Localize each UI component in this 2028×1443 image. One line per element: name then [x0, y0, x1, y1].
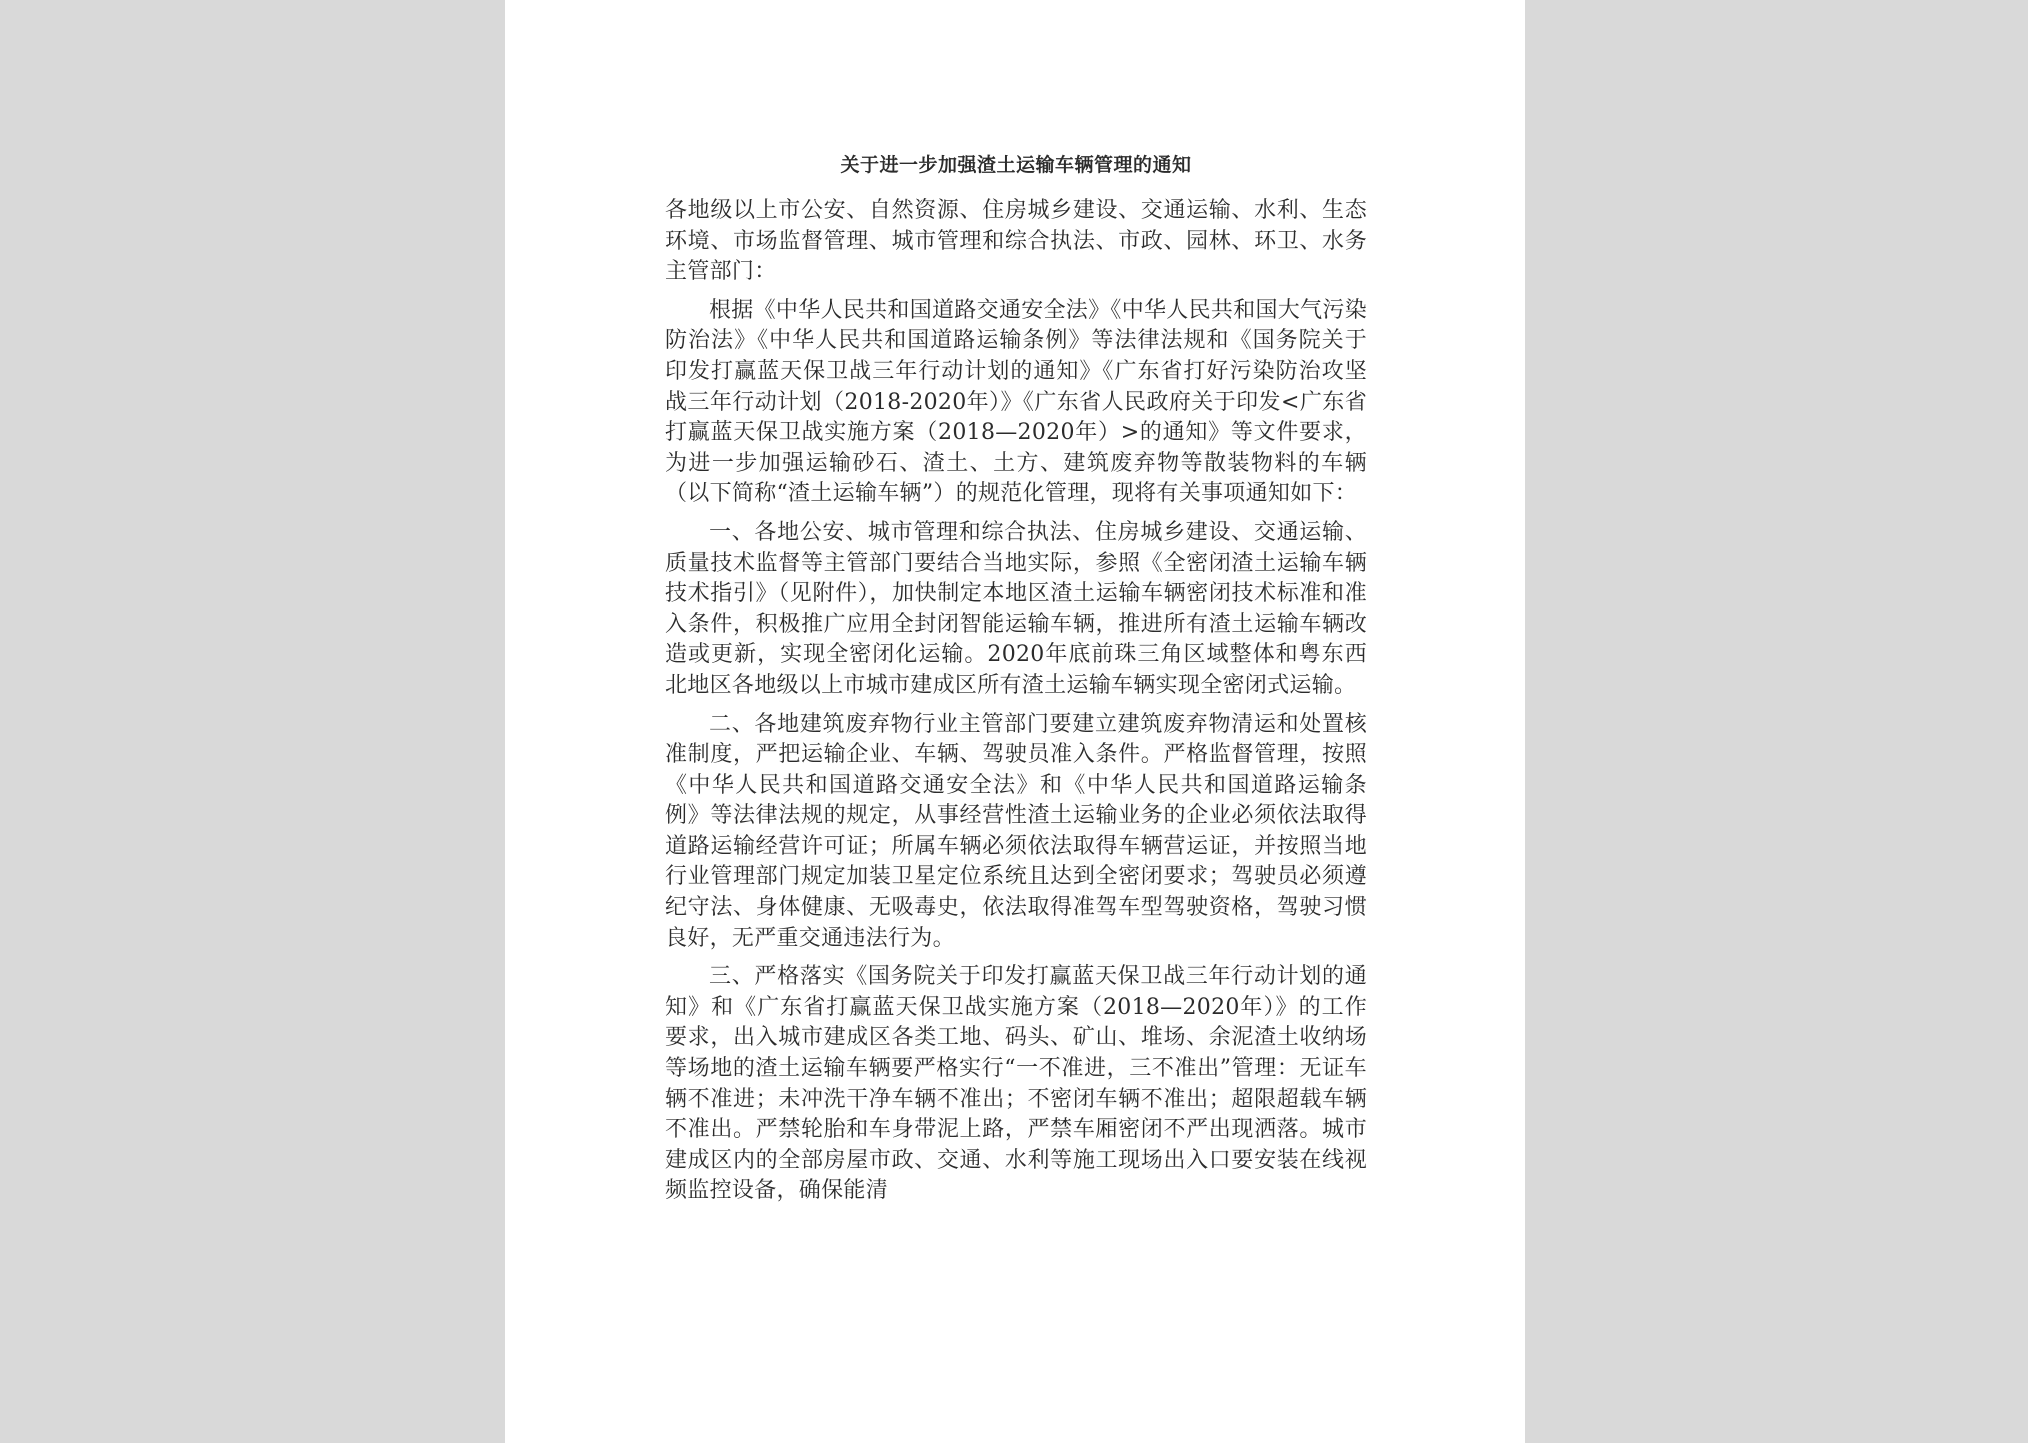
- document-title: 关于进一步加强渣土运输车辆管理的通知: [840, 154, 1192, 176]
- document-page: [505, 0, 1525, 1443]
- salutation-paragraph: 各地级以上市公安、自然资源、住房城乡建设、交通运输、水利、生态环境、市场监督管理、城市管理和综合执法、市政、园林、环卫、水务主管部门：: [665, 198, 1367, 285]
- body-paragraph-intro: 根据《中华人民共和国道路交通安全法》《中华人民共和国大气污染防治法》《中华人民共和国道路运输条例》等法律法规和《国务院关于印发打赢蓝天保卫战三年行动计划的通知》《广东省打好污染防治攻坚战三年行动计划（2018-2020年）》《广东省人民政府关于印发<广东省打赢蓝天保卫战实施方案（2018—2020年）>的通知》等文件要求，为进一步加强运输砂石、渣土、土方、建筑废弃物等散装物料的车辆（以下简称“渣土运输车辆”）的规范化管理，现将有关事项通知如下：: [665, 297, 1368, 507]
- body-paragraph-2: 二、各地建筑废弃物行业主管部门要建立建筑废弃物清运和处置核准制度，严把运输企业、车辆、驾驶员准入条件。严格监督管理，按照《中华人民共和国道路交通安全法》和《中华人民共和国道路运输条例》等法律法规的规定，从事经营性渣土运输业务的企业必须依法取得道路运输经营许可证；所属车辆必须依法取得车辆营运证，并按照当地行业管理部门规定加装卫星定位系统且达到全密闭要求；驾驶员必须遵纪守法、身体健康、无吸毒史，依法取得准驾车型驾驶资格，驾驶习惯良好，无严重交通违法行为。: [665, 711, 1367, 951]
- document-content: [665, 148, 1367, 1215]
- body-paragraph-1: 一、各地公安、城市管理和综合执法、住房城乡建设、交通运输、质量技术监督等主管部门要结合当地实际，参照《全密闭渣土运输车辆技术指引》（见附件），加快制定本地区渣土运输车辆密闭技术标准和准入条件，积极推广应用全封闭智能运输车辆，推进所有渣土运输车辆改造或更新，实现全密闭化运输。2020年底前珠三角区域整体和粤东西北地区各地级以上市城市建成区所有渣土运输车辆实现全密闭式运输。: [665, 519, 1367, 698]
- body-paragraph-3: 三、严格落实《国务院关于印发打赢蓝天保卫战三年行动计划的通知》和《广东省打赢蓝天保卫战实施方案（2018—2020年）》的工作要求，出入城市建成区各类工地、码头、矿山、堆场、余泥渣土收纳场等场地的渣土运输车辆要严格实行“一不准进，三不准出”管理：无证车辆不准进；未冲洗干净车辆不准出；不密闭车辆不准出；超限超载车辆不准出。严禁轮胎和车身带泥上路，严禁车厢密闭不严出现洒落。城市建成区内的全部房屋市政、交通、水利等施工现场出入口要安装在线视频监控设备，确保能清: [665, 964, 1367, 1204]
